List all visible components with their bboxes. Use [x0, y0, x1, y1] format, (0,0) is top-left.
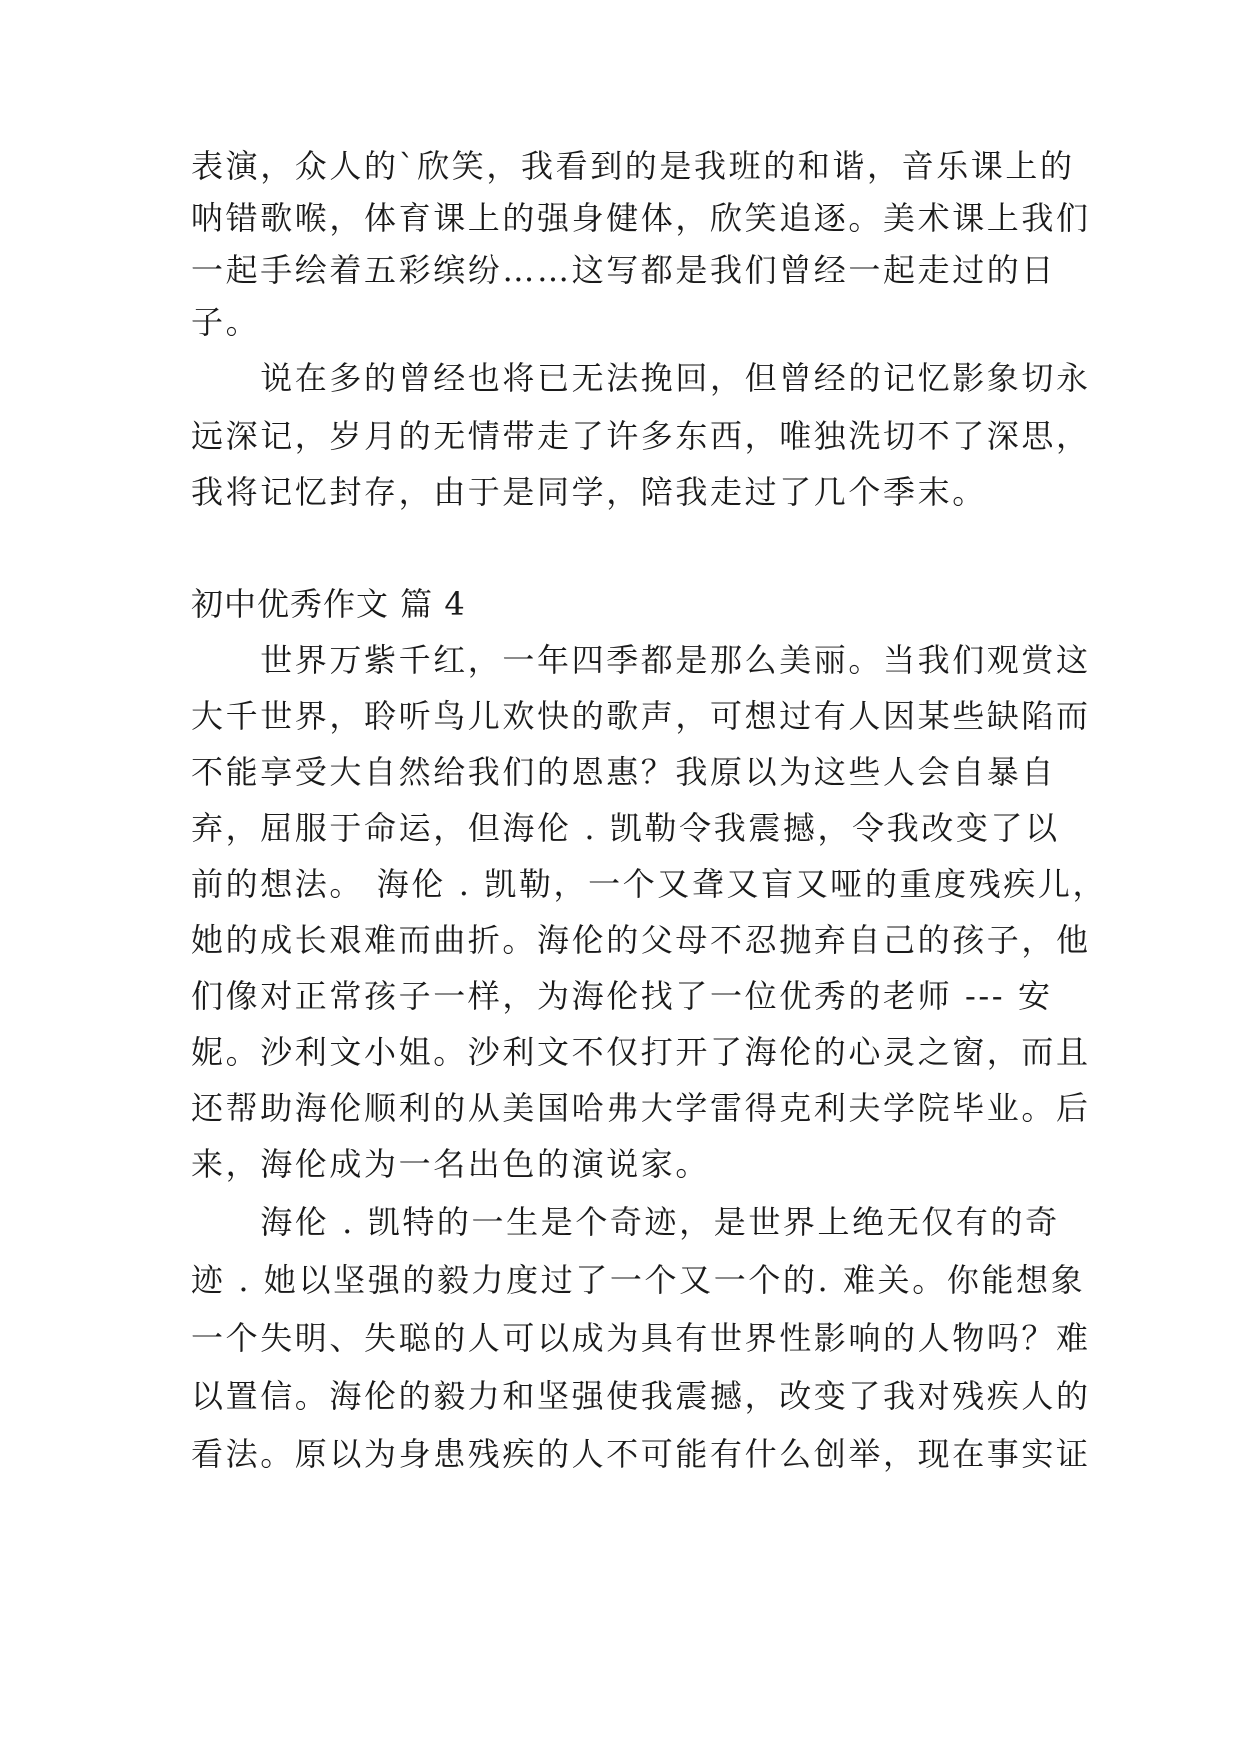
- text-line: 妮。沙利文小姐。沙利文不仅打开了海伦的心灵之窗，而且: [191, 1033, 1091, 1071]
- text-line: 呐错歌喉，体育课上的强身健体，欣笑追逐。美术课上我们: [191, 199, 1091, 237]
- text-line: 子。: [191, 303, 261, 341]
- text-line: 一个失明、失聪的人可以成为具有世界性影响的人物吗？难: [191, 1319, 1091, 1357]
- text-line: 们像对正常孩子一样，为海伦找了一位优秀的老师 --- 安: [191, 977, 1053, 1015]
- text-line: 她的成长艰难而曲折。海伦的父母不忍抛弃自己的孩子，他: [191, 921, 1091, 959]
- text-line: 前的想法。 海伦 . 凯勒，一个又聋又盲又哑的重度残疾儿，: [191, 865, 1108, 903]
- text-line: 一起手绘着五彩缤纷……这写都是我们曾经一起走过的日: [191, 251, 1057, 289]
- text-line: 大千世界，聆听鸟儿欢快的歌声，可想过有人因某些缺陷而: [191, 697, 1091, 735]
- text-line: 还帮助海伦顺利的从美国哈弗大学雷得克利夫学院毕业。后: [191, 1089, 1091, 1127]
- text-line: 说在多的曾经也将已无法挽回，但曾经的记忆影象切永: [191, 359, 1091, 397]
- text-line: 不能享受大自然给我们的恩惠？我原以为这些人会自暴自: [191, 753, 1057, 791]
- text-line: 迹 . 她以坚强的毅力度过了一个又一个的. 难关。你能想象: [191, 1261, 1086, 1299]
- text-line: 看法。原以为身患残疾的人不可能有什么创举，现在事实证: [191, 1435, 1091, 1473]
- text-line: 弃，屈服于命运，但海伦 . 凯勒令我震撼，令我改变了以: [191, 809, 1060, 847]
- section-heading: 初中优秀作文 篇 4: [191, 585, 466, 623]
- text-line: 我将记忆封存，由于是同学，陪我走过了几个季末。: [191, 473, 987, 511]
- text-line: 远深记，岁月的无情带走了许多东西，唯独洗切不了深思，: [191, 417, 1091, 455]
- text-line: 来，海伦成为一名出色的演说家。: [191, 1145, 711, 1183]
- text-line: 世界万紫千红，一年四季都是那么美丽。当我们观赏这: [191, 641, 1091, 679]
- text-line: 以置信。海伦的毅力和坚强使我震撼，改变了我对残疾人的: [191, 1377, 1091, 1415]
- text-line: 表演，众人的`欣笑，我看到的是我班的和谐，音乐课上的: [191, 147, 1075, 185]
- text-line: 海伦 . 凯特的一生是个奇迹，是世界上绝无仅有的奇: [191, 1203, 1060, 1241]
